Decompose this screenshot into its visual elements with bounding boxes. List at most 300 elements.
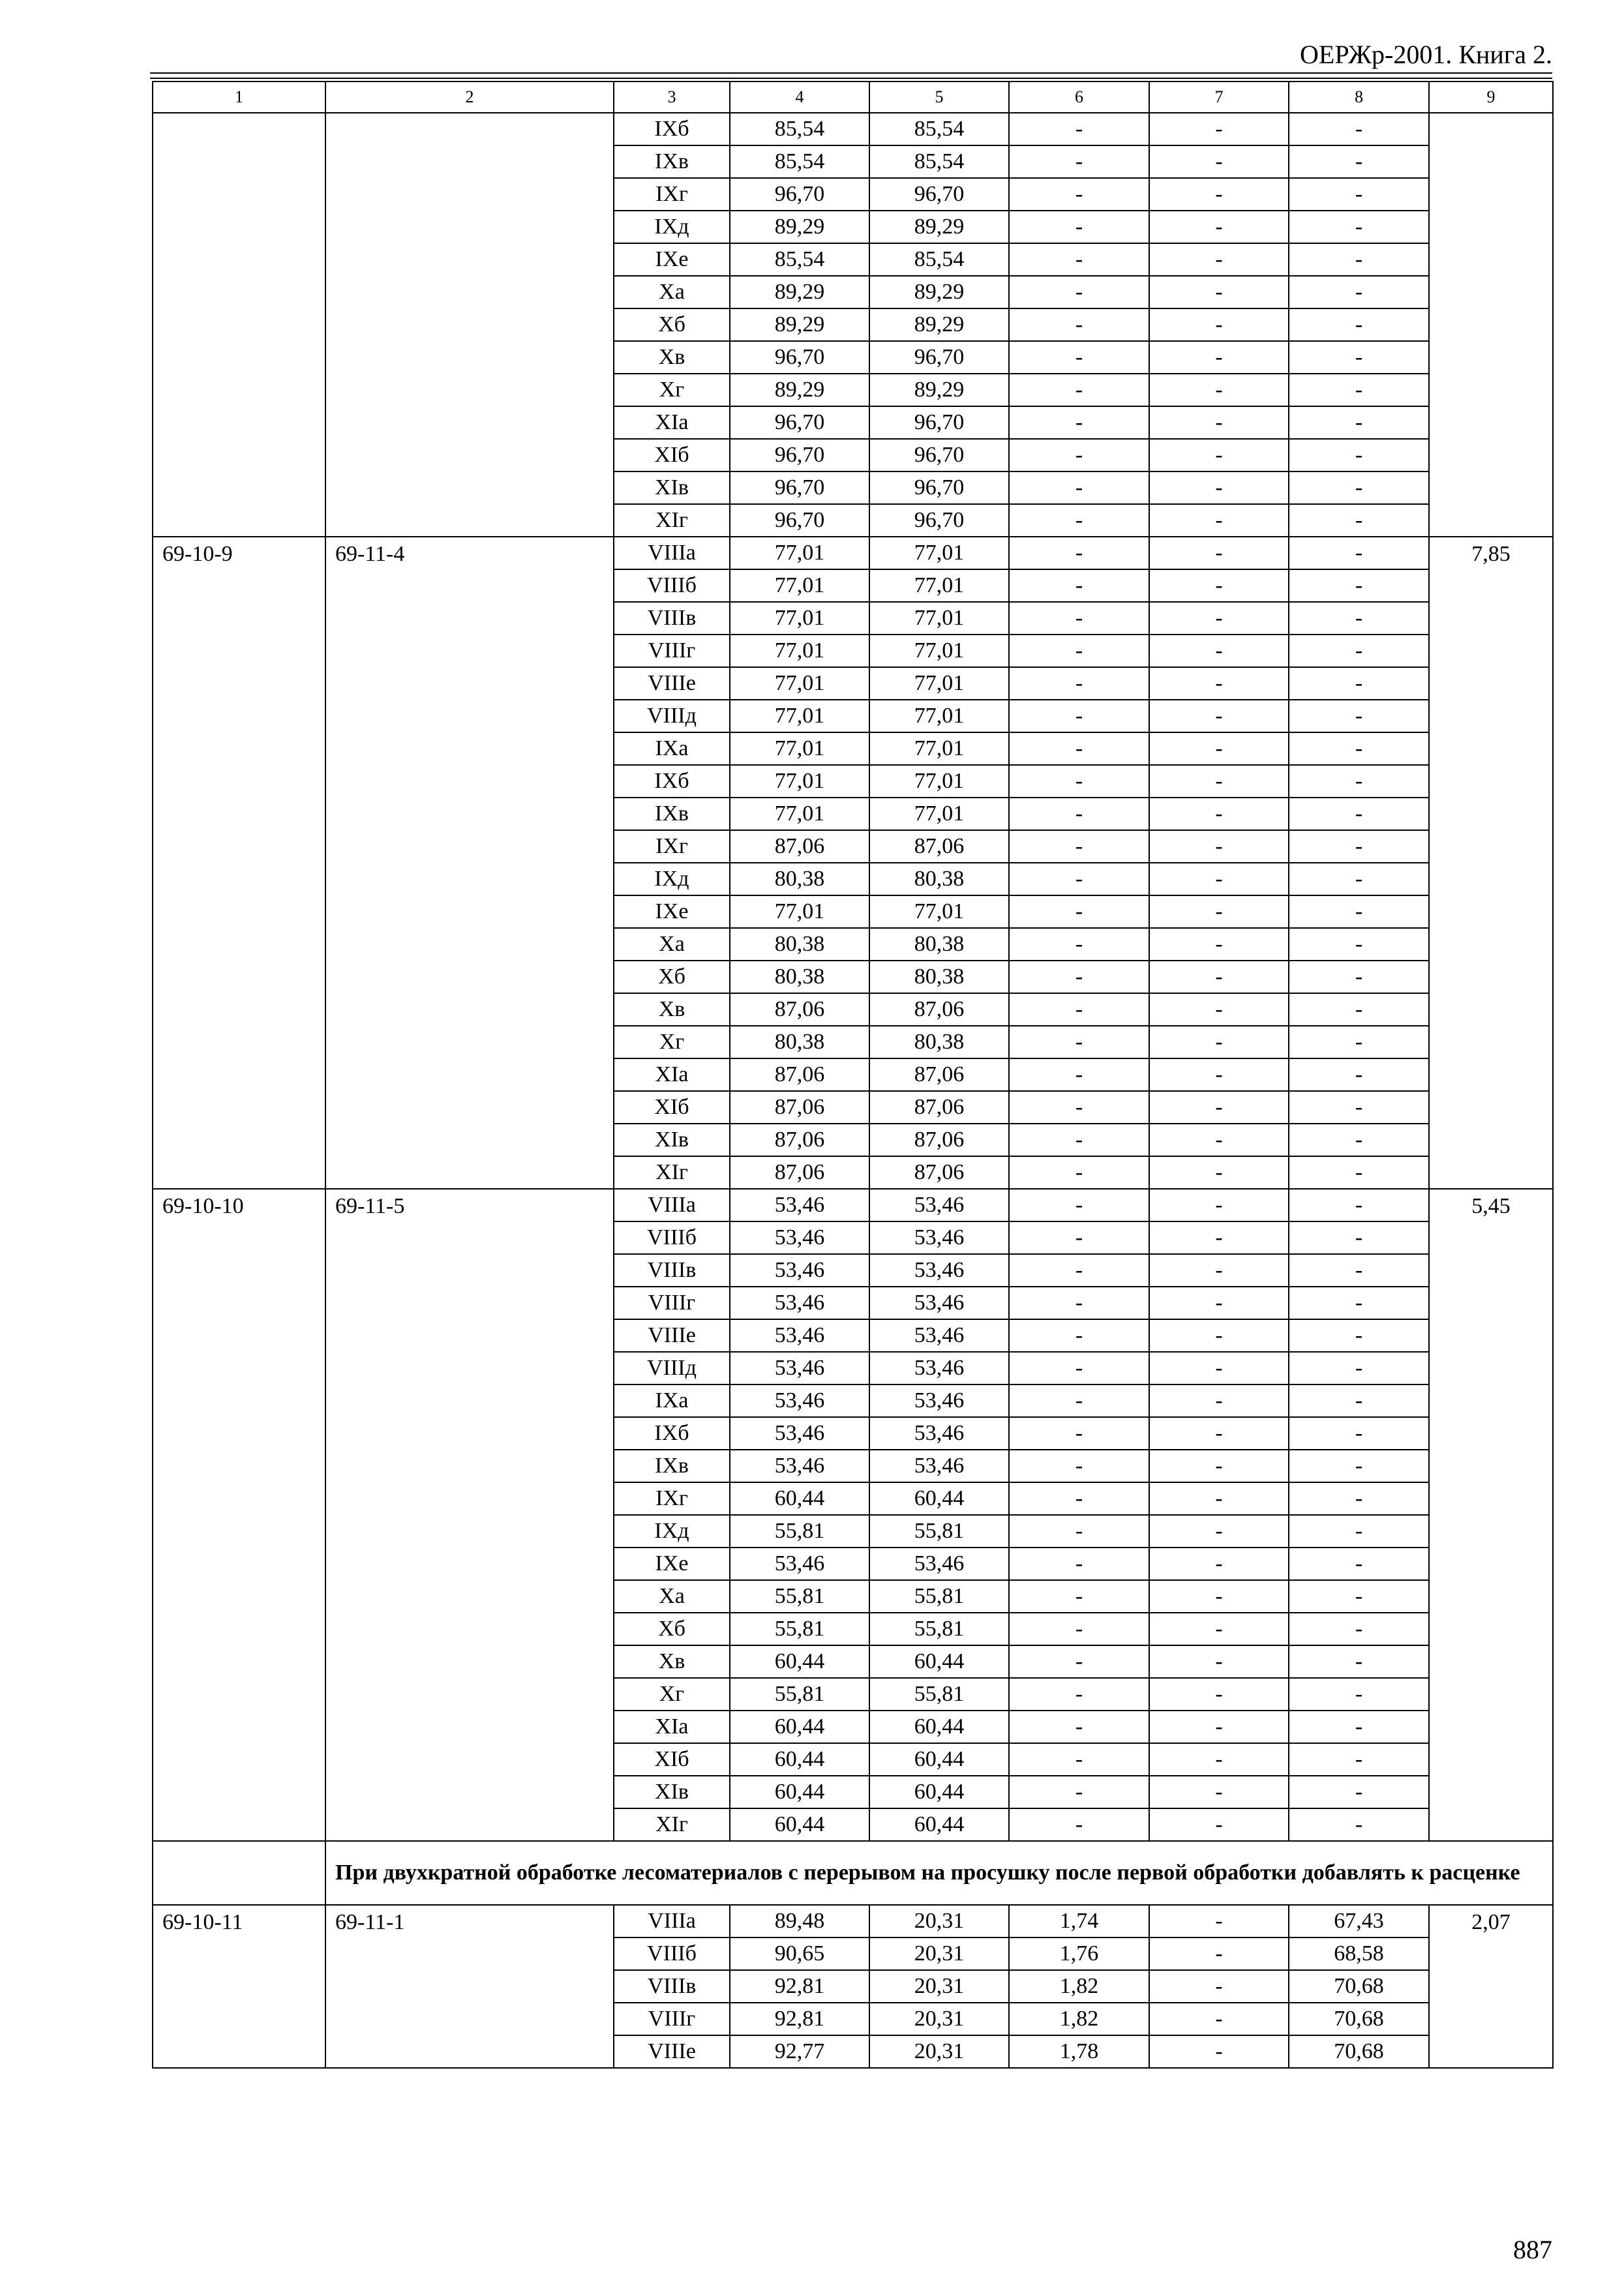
- wages-cell: 87,06: [869, 1091, 1009, 1124]
- direct-cost-cell: 87,06: [730, 993, 869, 1026]
- machine-cost-cell: -: [1009, 374, 1149, 406]
- materials-cell: -: [1289, 1417, 1429, 1450]
- category-cell: VIIIе: [614, 667, 730, 700]
- direct-cost-cell: 77,01: [730, 635, 869, 667]
- direct-cost-cell: 80,38: [730, 961, 869, 993]
- materials-cell: -: [1289, 178, 1429, 211]
- machine-cost-cell: -: [1009, 1808, 1149, 1841]
- machine-cost-cell: -: [1009, 1189, 1149, 1221]
- machinist-wages-cell: -: [1149, 1319, 1289, 1352]
- machine-cost-cell: -: [1009, 1678, 1149, 1711]
- direct-cost-cell: 80,38: [730, 863, 869, 895]
- machine-cost-cell: -: [1009, 928, 1149, 961]
- materials-cell: -: [1289, 1221, 1429, 1254]
- materials-cell: -: [1289, 276, 1429, 308]
- machinist-wages-cell: -: [1149, 993, 1289, 1026]
- materials-cell: -: [1289, 1711, 1429, 1743]
- category-cell: IXе: [614, 243, 730, 276]
- direct-cost-cell: 55,81: [730, 1515, 869, 1548]
- rate-code-cell: [153, 113, 325, 537]
- materials-cell: -: [1289, 1645, 1429, 1678]
- category-cell: Xв: [614, 1645, 730, 1678]
- machinist-wages-cell: -: [1149, 1287, 1289, 1319]
- wages-cell: 60,44: [869, 1482, 1009, 1515]
- machinist-wages-cell: -: [1149, 1515, 1289, 1548]
- machinist-wages-cell: -: [1149, 1482, 1289, 1515]
- wages-cell: 89,29: [869, 211, 1009, 243]
- wages-cell: 53,46: [869, 1384, 1009, 1417]
- direct-cost-cell: 60,44: [730, 1645, 869, 1678]
- wages-cell: 53,46: [869, 1450, 1009, 1482]
- machinist-wages-cell: -: [1149, 961, 1289, 993]
- category-cell: VIIIа: [614, 1905, 730, 1937]
- wages-cell: 53,46: [869, 1189, 1009, 1221]
- machine-cost-cell: -: [1009, 1058, 1149, 1091]
- machine-cost-cell: -: [1009, 1026, 1149, 1058]
- category-cell: Xа: [614, 928, 730, 961]
- machinist-wages-cell: -: [1149, 211, 1289, 243]
- category-cell: XIг: [614, 504, 730, 537]
- category-cell: IXе: [614, 1548, 730, 1580]
- materials-cell: -: [1289, 341, 1429, 374]
- materials-cell: -: [1289, 1743, 1429, 1776]
- machine-cost-cell: -: [1009, 1156, 1149, 1189]
- category-cell: VIIIв: [614, 602, 730, 635]
- machine-cost-cell: -: [1009, 1352, 1149, 1384]
- column-header: 3: [614, 82, 730, 113]
- machinist-wages-cell: -: [1149, 830, 1289, 863]
- wages-cell: 87,06: [869, 830, 1009, 863]
- machine-cost-cell: 1,76: [1009, 1937, 1149, 1970]
- wages-cell: 77,01: [869, 895, 1009, 928]
- machinist-wages-cell: -: [1149, 928, 1289, 961]
- wages-cell: 77,01: [869, 537, 1009, 569]
- wages-cell: 96,70: [869, 406, 1009, 439]
- machine-cost-cell: -: [1009, 471, 1149, 504]
- direct-cost-cell: 53,46: [730, 1221, 869, 1254]
- page-header: [150, 37, 1552, 73]
- machinist-wages-cell: -: [1149, 602, 1289, 635]
- wages-cell: 60,44: [869, 1776, 1009, 1808]
- machinist-wages-cell: -: [1149, 341, 1289, 374]
- rates-table: [152, 81, 1554, 2069]
- machine-cost-cell: -: [1009, 569, 1149, 602]
- machinist-wages-cell: -: [1149, 243, 1289, 276]
- wages-cell: 55,81: [869, 1678, 1009, 1711]
- wages-cell: 96,70: [869, 341, 1009, 374]
- direct-cost-cell: 60,44: [730, 1776, 869, 1808]
- reference-code-cell: 69-11-5: [325, 1189, 614, 1841]
- materials-cell: 68,58: [1289, 1937, 1429, 1970]
- wages-cell: 60,44: [869, 1711, 1009, 1743]
- machinist-wages-cell: -: [1149, 895, 1289, 928]
- category-cell: IXг: [614, 178, 730, 211]
- column-number-row: [153, 82, 1553, 113]
- category-cell: Xб: [614, 1613, 730, 1645]
- machine-cost-cell: -: [1009, 211, 1149, 243]
- materials-cell: -: [1289, 1189, 1429, 1221]
- category-cell: Xг: [614, 1026, 730, 1058]
- rate-code-cell: 69-10-11: [153, 1905, 325, 2068]
- category-cell: XIг: [614, 1808, 730, 1841]
- machine-cost-cell: -: [1009, 1515, 1149, 1548]
- direct-cost-cell: 89,29: [730, 308, 869, 341]
- direct-cost-cell: 53,46: [730, 1384, 869, 1417]
- category-cell: XIв: [614, 1776, 730, 1808]
- wages-cell: 87,06: [869, 1058, 1009, 1091]
- machinist-wages-cell: -: [1149, 1124, 1289, 1156]
- category-cell: VIIIа: [614, 1189, 730, 1221]
- materials-cell: -: [1289, 569, 1429, 602]
- category-cell: IXб: [614, 1417, 730, 1450]
- wages-cell: 89,29: [869, 308, 1009, 341]
- machine-cost-cell: -: [1009, 1613, 1149, 1645]
- direct-cost-cell: 92,77: [730, 2035, 869, 2068]
- header-rule-top: [150, 72, 1552, 74]
- direct-cost-cell: 92,81: [730, 1970, 869, 2003]
- direct-cost-cell: 60,44: [730, 1482, 869, 1515]
- category-cell: XIа: [614, 1058, 730, 1091]
- machine-cost-cell: -: [1009, 308, 1149, 341]
- category-cell: IXд: [614, 1515, 730, 1548]
- category-cell: VIIIв: [614, 1254, 730, 1287]
- direct-cost-cell: 55,81: [730, 1613, 869, 1645]
- materials-cell: -: [1289, 928, 1429, 961]
- materials-cell: -: [1289, 439, 1429, 471]
- materials-cell: -: [1289, 308, 1429, 341]
- materials-cell: -: [1289, 374, 1429, 406]
- materials-cell: -: [1289, 1613, 1429, 1645]
- table-row: [153, 113, 1553, 145]
- wages-cell: 80,38: [869, 863, 1009, 895]
- materials-cell: -: [1289, 243, 1429, 276]
- machinist-wages-cell: -: [1149, 406, 1289, 439]
- materials-cell: -: [1289, 1384, 1429, 1417]
- machine-cost-cell: -: [1009, 1645, 1149, 1678]
- machinist-wages-cell: -: [1149, 113, 1289, 145]
- direct-cost-cell: 60,44: [730, 1808, 869, 1841]
- machine-cost-cell: -: [1009, 700, 1149, 732]
- note-text: При двухкратной обработке лесоматериалов с перерывом на просушку после первой обработки добавлять к расценке: [325, 1841, 1553, 1905]
- category-cell: Xв: [614, 993, 730, 1026]
- machine-cost-cell: -: [1009, 863, 1149, 895]
- machinist-wages-cell: -: [1149, 537, 1289, 569]
- labor-cost-cell: 2,07: [1429, 1905, 1553, 2068]
- machinist-wages-cell: -: [1149, 1970, 1289, 2003]
- category-cell: VIIIг: [614, 1287, 730, 1319]
- materials-cell: -: [1289, 113, 1429, 145]
- machine-cost-cell: -: [1009, 830, 1149, 863]
- machinist-wages-cell: -: [1149, 1091, 1289, 1124]
- machine-cost-cell: 1,82: [1009, 1970, 1149, 2003]
- machinist-wages-cell: -: [1149, 178, 1289, 211]
- machine-cost-cell: -: [1009, 178, 1149, 211]
- machinist-wages-cell: -: [1149, 1189, 1289, 1221]
- category-cell: Xг: [614, 1678, 730, 1711]
- direct-cost-cell: 85,54: [730, 145, 869, 178]
- category-cell: IXг: [614, 1482, 730, 1515]
- machinist-wages-cell: -: [1149, 700, 1289, 732]
- machinist-wages-cell: -: [1149, 1384, 1289, 1417]
- wages-cell: 20,31: [869, 1970, 1009, 2003]
- wages-cell: 85,54: [869, 113, 1009, 145]
- wages-cell: 53,46: [869, 1319, 1009, 1352]
- machine-cost-cell: -: [1009, 1287, 1149, 1319]
- document-title: ОЕРЖр-2001. Книга 2.: [1300, 40, 1552, 69]
- category-cell: IXа: [614, 732, 730, 765]
- wages-cell: 87,06: [869, 993, 1009, 1026]
- note-empty-cell: [153, 1841, 325, 1905]
- machinist-wages-cell: -: [1149, 798, 1289, 830]
- direct-cost-cell: 85,54: [730, 113, 869, 145]
- machinist-wages-cell: -: [1149, 1548, 1289, 1580]
- machinist-wages-cell: -: [1149, 471, 1289, 504]
- category-cell: Xг: [614, 374, 730, 406]
- direct-cost-cell: 53,46: [730, 1287, 869, 1319]
- column-header: 9: [1429, 82, 1553, 113]
- category-cell: VIIIе: [614, 2035, 730, 2068]
- materials-cell: -: [1289, 1482, 1429, 1515]
- wages-cell: 85,54: [869, 243, 1009, 276]
- wages-cell: 89,29: [869, 276, 1009, 308]
- machine-cost-cell: -: [1009, 1417, 1149, 1450]
- machine-cost-cell: -: [1009, 602, 1149, 635]
- machine-cost-cell: -: [1009, 537, 1149, 569]
- machinist-wages-cell: -: [1149, 732, 1289, 765]
- category-cell: IXг: [614, 830, 730, 863]
- wages-cell: 77,01: [869, 732, 1009, 765]
- machine-cost-cell: -: [1009, 504, 1149, 537]
- wages-cell: 96,70: [869, 504, 1009, 537]
- direct-cost-cell: 96,70: [730, 406, 869, 439]
- category-cell: VIIIв: [614, 1970, 730, 2003]
- column-header: 8: [1289, 82, 1429, 113]
- machinist-wages-cell: -: [1149, 1645, 1289, 1678]
- wages-cell: 55,81: [869, 1515, 1009, 1548]
- direct-cost-cell: 77,01: [730, 569, 869, 602]
- materials-cell: -: [1289, 798, 1429, 830]
- machinist-wages-cell: -: [1149, 1937, 1289, 1970]
- table-row: [153, 1189, 1553, 1221]
- category-cell: VIIIг: [614, 635, 730, 667]
- category-cell: XIа: [614, 1711, 730, 1743]
- materials-cell: -: [1289, 732, 1429, 765]
- materials-cell: -: [1289, 993, 1429, 1026]
- category-cell: XIб: [614, 1091, 730, 1124]
- materials-cell: -: [1289, 1776, 1429, 1808]
- table-row: [153, 537, 1553, 569]
- wages-cell: 77,01: [869, 569, 1009, 602]
- machinist-wages-cell: -: [1149, 439, 1289, 471]
- machinist-wages-cell: -: [1149, 2035, 1289, 2068]
- machinist-wages-cell: -: [1149, 635, 1289, 667]
- direct-cost-cell: 90,65: [730, 1937, 869, 1970]
- category-cell: VIIIг: [614, 2003, 730, 2035]
- machinist-wages-cell: -: [1149, 1678, 1289, 1711]
- direct-cost-cell: 96,70: [730, 178, 869, 211]
- direct-cost-cell: 53,46: [730, 1352, 869, 1384]
- category-cell: XIа: [614, 406, 730, 439]
- direct-cost-cell: 77,01: [730, 765, 869, 798]
- direct-cost-cell: 77,01: [730, 602, 869, 635]
- machinist-wages-cell: -: [1149, 1058, 1289, 1091]
- labor-cost-cell: [1429, 113, 1553, 537]
- materials-cell: -: [1289, 1352, 1429, 1384]
- direct-cost-cell: 87,06: [730, 1156, 869, 1189]
- category-cell: VIIIб: [614, 1937, 730, 1970]
- materials-cell: -: [1289, 667, 1429, 700]
- machine-cost-cell: -: [1009, 1221, 1149, 1254]
- materials-cell: -: [1289, 504, 1429, 537]
- materials-cell: 67,43: [1289, 1905, 1429, 1937]
- machine-cost-cell: -: [1009, 1776, 1149, 1808]
- machinist-wages-cell: -: [1149, 1156, 1289, 1189]
- direct-cost-cell: 77,01: [730, 537, 869, 569]
- wages-cell: 77,01: [869, 667, 1009, 700]
- direct-cost-cell: 53,46: [730, 1189, 869, 1221]
- machinist-wages-cell: -: [1149, 276, 1289, 308]
- note-row: [153, 1841, 1553, 1905]
- category-cell: Xб: [614, 961, 730, 993]
- category-cell: Xа: [614, 276, 730, 308]
- machinist-wages-cell: -: [1149, 1254, 1289, 1287]
- wages-cell: 60,44: [869, 1808, 1009, 1841]
- category-cell: VIIIб: [614, 569, 730, 602]
- machinist-wages-cell: -: [1149, 667, 1289, 700]
- machine-cost-cell: -: [1009, 961, 1149, 993]
- wages-cell: 87,06: [869, 1156, 1009, 1189]
- column-header: 2: [325, 82, 614, 113]
- category-cell: VIIIе: [614, 1319, 730, 1352]
- machine-cost-cell: -: [1009, 798, 1149, 830]
- wages-cell: 60,44: [869, 1743, 1009, 1776]
- machinist-wages-cell: -: [1149, 308, 1289, 341]
- category-cell: XIг: [614, 1156, 730, 1189]
- direct-cost-cell: 89,29: [730, 374, 869, 406]
- machinist-wages-cell: -: [1149, 1450, 1289, 1482]
- direct-cost-cell: 60,44: [730, 1711, 869, 1743]
- wages-cell: 77,01: [869, 765, 1009, 798]
- wages-cell: 20,31: [869, 1905, 1009, 1937]
- machine-cost-cell: -: [1009, 1580, 1149, 1613]
- wages-cell: 89,29: [869, 374, 1009, 406]
- machine-cost-cell: -: [1009, 1384, 1149, 1417]
- direct-cost-cell: 87,06: [730, 1058, 869, 1091]
- machine-cost-cell: -: [1009, 1743, 1149, 1776]
- machinist-wages-cell: -: [1149, 1905, 1289, 1937]
- direct-cost-cell: 96,70: [730, 341, 869, 374]
- rates-table-container: [152, 81, 1552, 2069]
- machine-cost-cell: -: [1009, 145, 1149, 178]
- rate-code-cell: 69-10-9: [153, 537, 325, 1189]
- materials-cell: -: [1289, 1678, 1429, 1711]
- machinist-wages-cell: -: [1149, 569, 1289, 602]
- machine-cost-cell: -: [1009, 993, 1149, 1026]
- materials-cell: -: [1289, 471, 1429, 504]
- wages-cell: 77,01: [869, 798, 1009, 830]
- materials-cell: -: [1289, 765, 1429, 798]
- category-cell: VIIIд: [614, 700, 730, 732]
- category-cell: VIIIа: [614, 537, 730, 569]
- direct-cost-cell: 92,81: [730, 2003, 869, 2035]
- machinist-wages-cell: -: [1149, 1808, 1289, 1841]
- machinist-wages-cell: -: [1149, 1743, 1289, 1776]
- materials-cell: 70,68: [1289, 1970, 1429, 2003]
- machine-cost-cell: 1,82: [1009, 2003, 1149, 2035]
- machinist-wages-cell: -: [1149, 1026, 1289, 1058]
- column-header: 6: [1009, 82, 1149, 113]
- wages-cell: 80,38: [869, 1026, 1009, 1058]
- direct-cost-cell: 96,70: [730, 439, 869, 471]
- machinist-wages-cell: -: [1149, 765, 1289, 798]
- column-header: 1: [153, 82, 325, 113]
- materials-cell: -: [1289, 1319, 1429, 1352]
- machinist-wages-cell: -: [1149, 504, 1289, 537]
- direct-cost-cell: 89,48: [730, 1905, 869, 1937]
- table-row: [153, 1905, 1553, 1937]
- direct-cost-cell: 89,29: [730, 211, 869, 243]
- wages-cell: 77,01: [869, 635, 1009, 667]
- wages-cell: 77,01: [869, 602, 1009, 635]
- category-cell: IXв: [614, 145, 730, 178]
- machine-cost-cell: -: [1009, 1548, 1149, 1580]
- machine-cost-cell: -: [1009, 1124, 1149, 1156]
- materials-cell: -: [1289, 1287, 1429, 1319]
- materials-cell: -: [1289, 406, 1429, 439]
- wages-cell: 80,38: [869, 928, 1009, 961]
- wages-cell: 53,46: [869, 1548, 1009, 1580]
- machinist-wages-cell: -: [1149, 1711, 1289, 1743]
- materials-cell: -: [1289, 1450, 1429, 1482]
- direct-cost-cell: 87,06: [730, 1124, 869, 1156]
- machine-cost-cell: -: [1009, 765, 1149, 798]
- materials-cell: 70,68: [1289, 2035, 1429, 2068]
- direct-cost-cell: 89,29: [730, 276, 869, 308]
- machinist-wages-cell: -: [1149, 1417, 1289, 1450]
- direct-cost-cell: 60,44: [730, 1743, 869, 1776]
- machine-cost-cell: -: [1009, 1482, 1149, 1515]
- wages-cell: 20,31: [869, 2003, 1009, 2035]
- category-cell: IXв: [614, 1450, 730, 1482]
- wages-cell: 20,31: [869, 1937, 1009, 1970]
- reference-code-cell: 69-11-4: [325, 537, 614, 1189]
- machinist-wages-cell: -: [1149, 1613, 1289, 1645]
- category-cell: VIIIб: [614, 1221, 730, 1254]
- materials-cell: -: [1289, 961, 1429, 993]
- category-cell: IXб: [614, 765, 730, 798]
- category-cell: IXа: [614, 1384, 730, 1417]
- machinist-wages-cell: -: [1149, 2003, 1289, 2035]
- wages-cell: 77,01: [869, 700, 1009, 732]
- wages-cell: 55,81: [869, 1580, 1009, 1613]
- materials-cell: -: [1289, 635, 1429, 667]
- wages-cell: 53,46: [869, 1254, 1009, 1287]
- machinist-wages-cell: -: [1149, 1580, 1289, 1613]
- category-cell: IXд: [614, 863, 730, 895]
- category-cell: Xв: [614, 341, 730, 374]
- machine-cost-cell: -: [1009, 635, 1149, 667]
- wages-cell: 53,46: [869, 1417, 1009, 1450]
- category-cell: VIIIд: [614, 1352, 730, 1384]
- column-header: 7: [1149, 82, 1289, 113]
- materials-cell: -: [1289, 1548, 1429, 1580]
- direct-cost-cell: 96,70: [730, 504, 869, 537]
- column-header: 5: [869, 82, 1009, 113]
- machine-cost-cell: -: [1009, 1319, 1149, 1352]
- wages-cell: 20,31: [869, 2035, 1009, 2068]
- direct-cost-cell: 80,38: [730, 928, 869, 961]
- materials-cell: -: [1289, 1808, 1429, 1841]
